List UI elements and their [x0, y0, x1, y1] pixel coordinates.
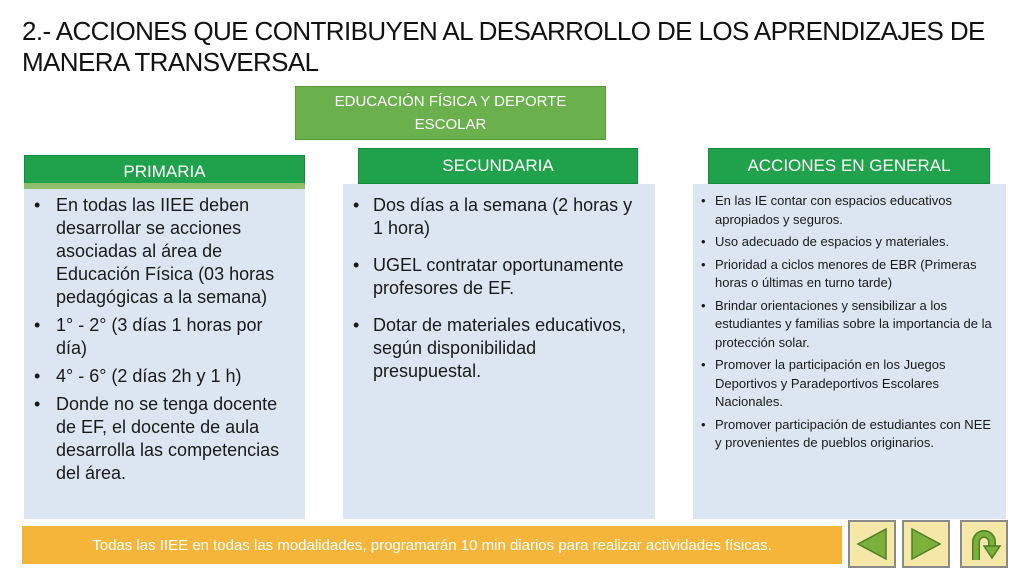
general-panel — [693, 184, 1006, 519]
return-button[interactable] — [960, 520, 1008, 568]
previous-button[interactable] — [848, 520, 896, 568]
primaria-list — [24, 168, 305, 485]
secundaria-heading — [358, 148, 638, 184]
next-button[interactable] — [902, 520, 950, 568]
list-item: • Brindar orientaciones y sensibilizar a los estudiantes y familias sobre la importancia de la protección solar. — [701, 297, 1000, 353]
previous-arrow-icon — [852, 524, 892, 564]
return-u-turn-icon — [964, 524, 1004, 564]
general-list — [693, 184, 1006, 453]
general-heading — [708, 148, 990, 184]
list-item: • Promover participación de estudiantes con NEE y provenientes de pueblos originarios. — [701, 416, 1000, 453]
slide-title: 2.- ACCIONES QUE CONTRIBUYEN AL DESARROLLO DE LOS APRENDIZAJES DE MANERA TRANSVERSAL — [22, 16, 985, 77]
list-item: • Uso adecuado de espacios y materiales. — [701, 233, 1000, 252]
list-item: • Dotar de materiales educativos, según disponibilidad presupuestal. — [353, 314, 645, 383]
primaria-heading-strip — [24, 183, 305, 189]
list-item: • Prioridad a ciclos menores de EBR (Primeras horas o últimas en turno tarde) — [701, 256, 1000, 293]
footer-banner — [22, 526, 842, 564]
list-item: • UGEL contratar oportunamente profesores de EF. — [353, 254, 645, 300]
list-item: • Donde no se tenga docente de EF, el docente de aula desarrolla las competencias del área. — [34, 393, 295, 485]
list-item: • 4° - 6° (2 días 2h y 1 h) — [34, 365, 295, 388]
subject-box — [295, 86, 606, 140]
primaria-heading-label: PRIMARIA — [123, 162, 206, 181]
secundaria-list — [343, 184, 655, 383]
next-arrow-icon — [906, 524, 946, 564]
secundaria-heading-label: SECUNDARIA — [442, 156, 554, 175]
footer-text: Todas las IIEE en todas las modalidades, programarán 10 min diarios para realizar actividades físicas. — [92, 536, 772, 554]
primaria-panel — [24, 168, 305, 519]
list-item: • Dos días a la semana (2 horas y 1 hora) — [353, 194, 645, 240]
subject-label: EDUCACIÓN FÍSICA Y DEPORTE ESCOLAR — [334, 93, 567, 133]
list-item: • En las IE contar con espacios educativos apropiados y seguros. — [701, 192, 1000, 229]
general-heading-label: ACCIONES EN GENERAL — [747, 156, 951, 175]
list-item: • 1° - 2° (3 días 1 horas por día) — [34, 314, 295, 360]
list-item: • Promover la participación en los Juegos Deportivos y Paradeportivos Escolares Nacionales. — [701, 356, 1000, 412]
list-item: • En todas las IIEE deben desarrollar se acciones asociadas al área de Educación Física (03 horas pedagógicas a la semana) — [34, 194, 295, 309]
secundaria-panel — [343, 184, 655, 519]
